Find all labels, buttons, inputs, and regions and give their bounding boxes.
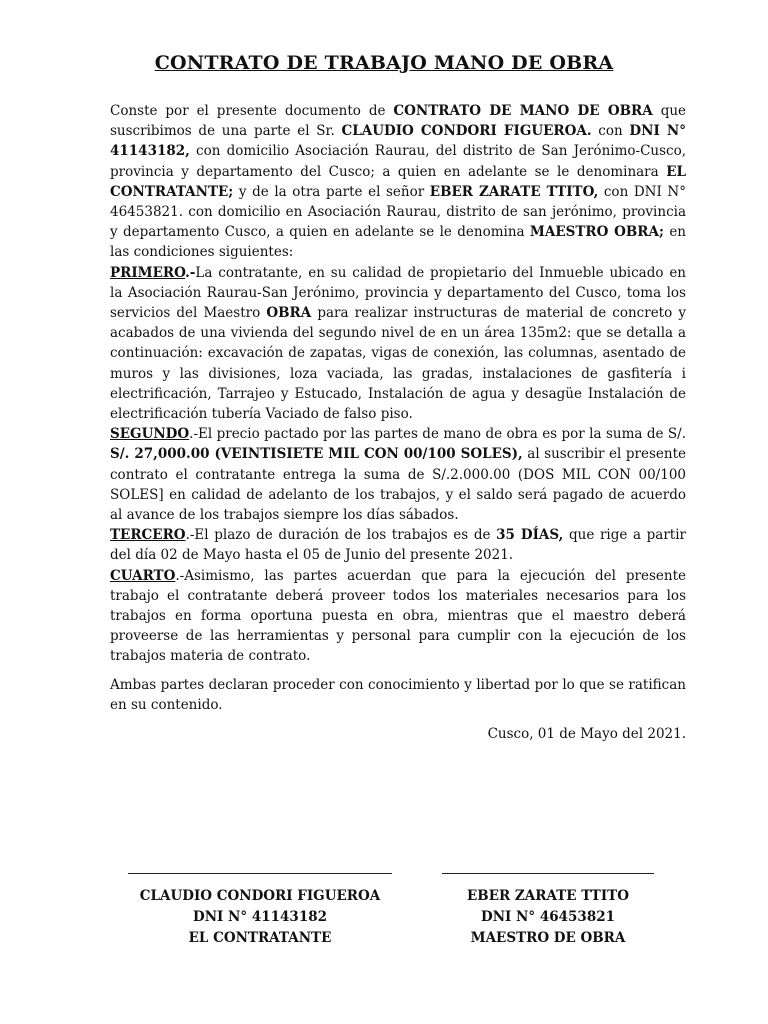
clause-text: al suscribir el presente contrato el contratante entrega la suma de S/.2.000.00 (DOS MIL CON 00/100 SOLES] en calidad de adelanto de los trabajos, y el saldo será pagado de acuerdo al avance de los trabajos siempre los días sábados. bbox=[110, 446, 686, 524]
intro-text: que suscribimos de una parte el Sr. bbox=[110, 103, 687, 140]
intro-paragraph bbox=[110, 101, 686, 263]
intro-contractor-dni: DNI N° 41143182, bbox=[110, 123, 687, 160]
clause-text: para realizar instructuras de material de concreto y acabados de una vivienda del segundo nivel de en un área 135m2: que se detalla a continuación: excavación de zapatas, vigas de conexión, las columnas, asentado de muros y las divisiones, loza vaciada, las gradas, instalaciones de gasfitería i electrificación, Tarrajeo y Estucado, Instalación de agua y desagüe Instalación de electrificación tubería Vaciado de falso piso. bbox=[110, 305, 686, 423]
intro-contractor-role: EL CONTRATANTE; bbox=[110, 163, 686, 200]
signer-role: MAESTRO DE OBRA bbox=[470, 930, 626, 946]
signature-line bbox=[442, 873, 654, 886]
clause-text: .-El plazo de duración de los trabajos es de bbox=[185, 527, 497, 544]
contract-body bbox=[110, 101, 686, 744]
signature-block-contractor bbox=[128, 873, 392, 949]
signature-line bbox=[128, 873, 392, 886]
intro-text: con domicilio Asociación Raurau, del distrito de San Jerónimo-Cusco, provincia y departamento del Cusco; a quien en adelante se le denominara bbox=[110, 143, 686, 180]
clause-text: .-El precio pactado por las partes de mano de obra es por la suma de S/. bbox=[189, 426, 686, 443]
document-date: Cusco, 01 de Mayo del 2021. bbox=[487, 726, 686, 743]
clause-cuarto bbox=[110, 566, 686, 667]
signer-name: EBER ZARATE TTITO bbox=[467, 888, 629, 904]
clause-heading: PRIMERO bbox=[110, 264, 186, 281]
clause-text: La contratante, en su calidad de propietario del Inmueble ubicado en la Asociación Raurau-San Jerónimo, provincia y departamento del Cusco, toma los servicios del Maestro bbox=[110, 264, 686, 322]
clause-separator: .- bbox=[185, 264, 196, 281]
clause-price: S/. 27,000.00 (VEINTISIETE MIL CON 00/100 SOLES), bbox=[110, 446, 523, 463]
closing-paragraph: Ambas partes declaran proceder con conocimiento y libertad por lo que se ratifican en su contenido. bbox=[110, 676, 686, 713]
clause-primero bbox=[110, 263, 686, 425]
clause-duration: 35 DÍAS, bbox=[496, 527, 564, 544]
clause-text: que rige a partir del día 02 de Mayo hasta el 05 de Junio del presente 2021. bbox=[110, 527, 686, 564]
intro-text: y de la otra parte el señor bbox=[233, 183, 430, 200]
clause-heading: TERCERO bbox=[110, 527, 186, 544]
clause-heading: SEGUNDO bbox=[110, 426, 190, 443]
signer-dni: DNI N° 41143182 bbox=[193, 909, 327, 925]
intro-master-role: MAESTRO OBRA; bbox=[529, 224, 664, 241]
intro-text: Conste por el presente documento de bbox=[110, 103, 394, 119]
intro-contract-type: CONTRATO DE MANO DE OBRA bbox=[393, 103, 653, 119]
intro-text: en las condiciones siguientes: bbox=[110, 224, 686, 261]
clause-heading: CUARTO bbox=[110, 567, 176, 584]
intro-text: con bbox=[591, 123, 630, 140]
intro-master-name: EBER ZARATE TTITO, bbox=[429, 183, 599, 200]
intro-text: con DNI N° 46453821. con domicilio en Asociación Raurau, distrito de san jerónimo, provincia y departamento Cusco, a quien en adelante se le denomina bbox=[110, 183, 686, 241]
clause-bold-text: OBRA bbox=[266, 305, 312, 322]
clause-tercero bbox=[110, 525, 686, 565]
clause-segundo bbox=[110, 424, 686, 525]
signer-dni: DNI N° 46453821 bbox=[481, 909, 615, 925]
signer-role: EL CONTRATANTE bbox=[188, 930, 332, 946]
clause-text: .-Asimismo, las partes acuerdan que para la ejecución del presente trabajo el contratante deberá proveer todos los materiales necesarios para los trabajos en forma oportuna puesta en obra, mientras que el maestro deberá proveerse de las herramientas y personal para cumplir con la ejecución de los trabajos materia de contrato. bbox=[110, 567, 686, 665]
document-title: CONTRATO DE TRABAJO MANO DE OBRA bbox=[154, 52, 614, 74]
signer-name: CLAUDIO CONDORI FIGUEROA bbox=[139, 888, 381, 904]
intro-contractor-name: CLAUDIO CONDORI FIGUEROA. bbox=[341, 123, 592, 140]
signature-block-master bbox=[442, 873, 654, 949]
